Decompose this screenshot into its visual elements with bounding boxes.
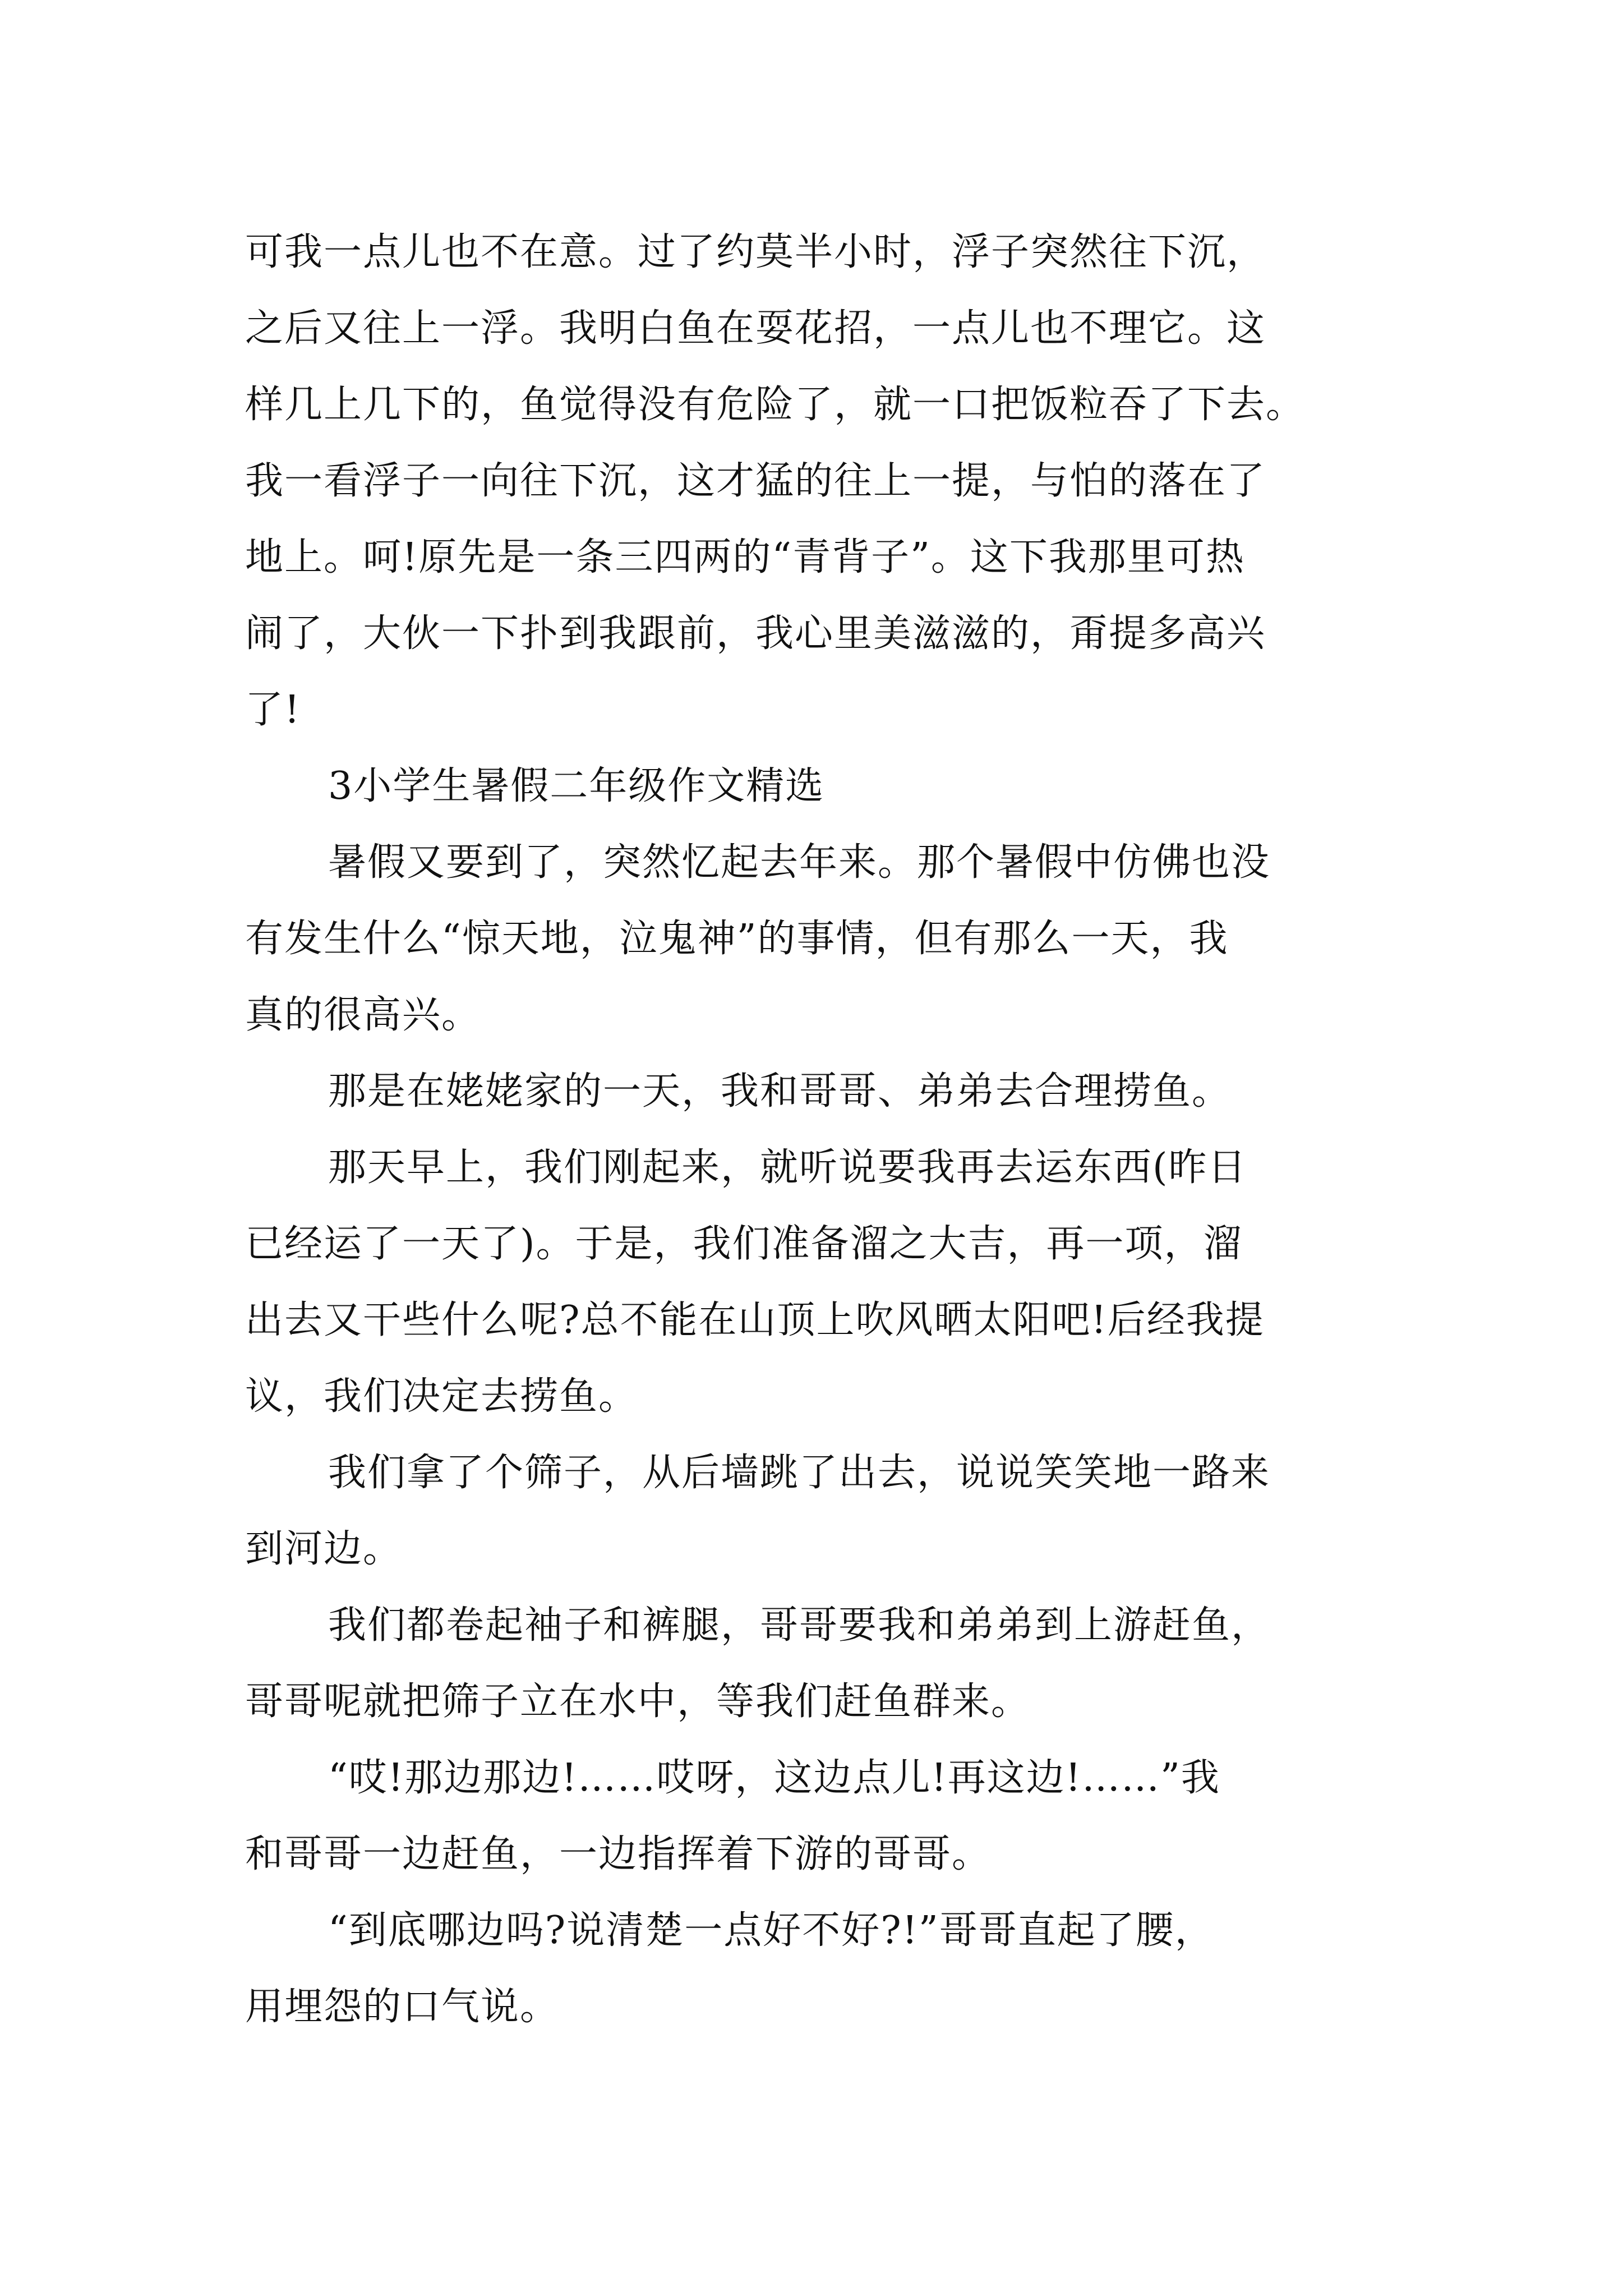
text-line: “到底哪边吗?说清楚一点好不好?!”哥哥直起了腰， — [328, 1908, 1214, 1953]
text-line: 有发生什么“惊天地，泣鬼神”的事情，但有那么一天，我 — [245, 917, 1229, 961]
text-line: 已经运了一天了)。于是，我们准备溜之大吉，再一项，溜 — [245, 1222, 1243, 1266]
text-line: 可我一点儿也不在意。过了约莫半小时，浮子突然往下沉， — [245, 230, 1266, 274]
text-line: 地上。呵!原先是一条三四两的“青背子”。这下我那里可热 — [245, 535, 1245, 579]
text-line: 哥哥呢就把筛子立在水中，等我们赶鱼群来。 — [245, 1680, 1031, 1724]
text-line: 到河边。 — [245, 1527, 403, 1571]
text-line: 那天早上，我们刚起来，就听说要我再去运东西(昨日 — [328, 1145, 1247, 1190]
text-line: 暑假又要到了，突然忆起去年来。那个暑假中仿佛也没 — [328, 840, 1271, 885]
text-line: 我一看浮子一向往下沉，这才猛的往上一提，与怕的落在了 — [245, 459, 1266, 503]
essay-text — [245, 214, 1372, 2045]
text-line: 之后又往上一浮。我明白鱼在耍花招，一点儿也不理它。这 — [245, 306, 1266, 351]
text-line: 闹了，大伙一下扑到我跟前，我心里美滋滋的，甭提多高兴 — [245, 611, 1266, 656]
section-heading: 3小学生暑假二年级作文精选 — [328, 764, 825, 808]
text-line: 议，我们决定去捞鱼。 — [245, 1374, 638, 1419]
text-line: 真的很高兴。 — [245, 993, 481, 1037]
text-line: 了! — [245, 688, 301, 732]
text-line: 我们拿了个筛子，从后墙跳了出去，说说笑笑地一路来 — [328, 1451, 1271, 1495]
text-line: 和哥哥一边赶鱼，一边指挥着下游的哥哥。 — [245, 1832, 992, 1876]
text-line: 用埋怨的口气说。 — [245, 1985, 560, 2029]
text-line: 那是在姥姥家的一天，我和哥哥、弟弟去合理捞鱼。 — [328, 1069, 1232, 1114]
text-line: 样几上几下的，鱼觉得没有危险了，就一口把饭粒吞了下去。 — [245, 383, 1306, 427]
text-line: 我们都卷起袖子和裤腿，哥哥要我和弟弟到上游赶鱼， — [328, 1603, 1271, 1648]
text-line: “哎!那边那边!……哎呀，这边点儿!再这边!……”我 — [328, 1756, 1220, 1800]
text-line: 出去又干些什么呢?总不能在山顶上吹风晒太阳吧!后经我提 — [245, 1298, 1265, 1342]
